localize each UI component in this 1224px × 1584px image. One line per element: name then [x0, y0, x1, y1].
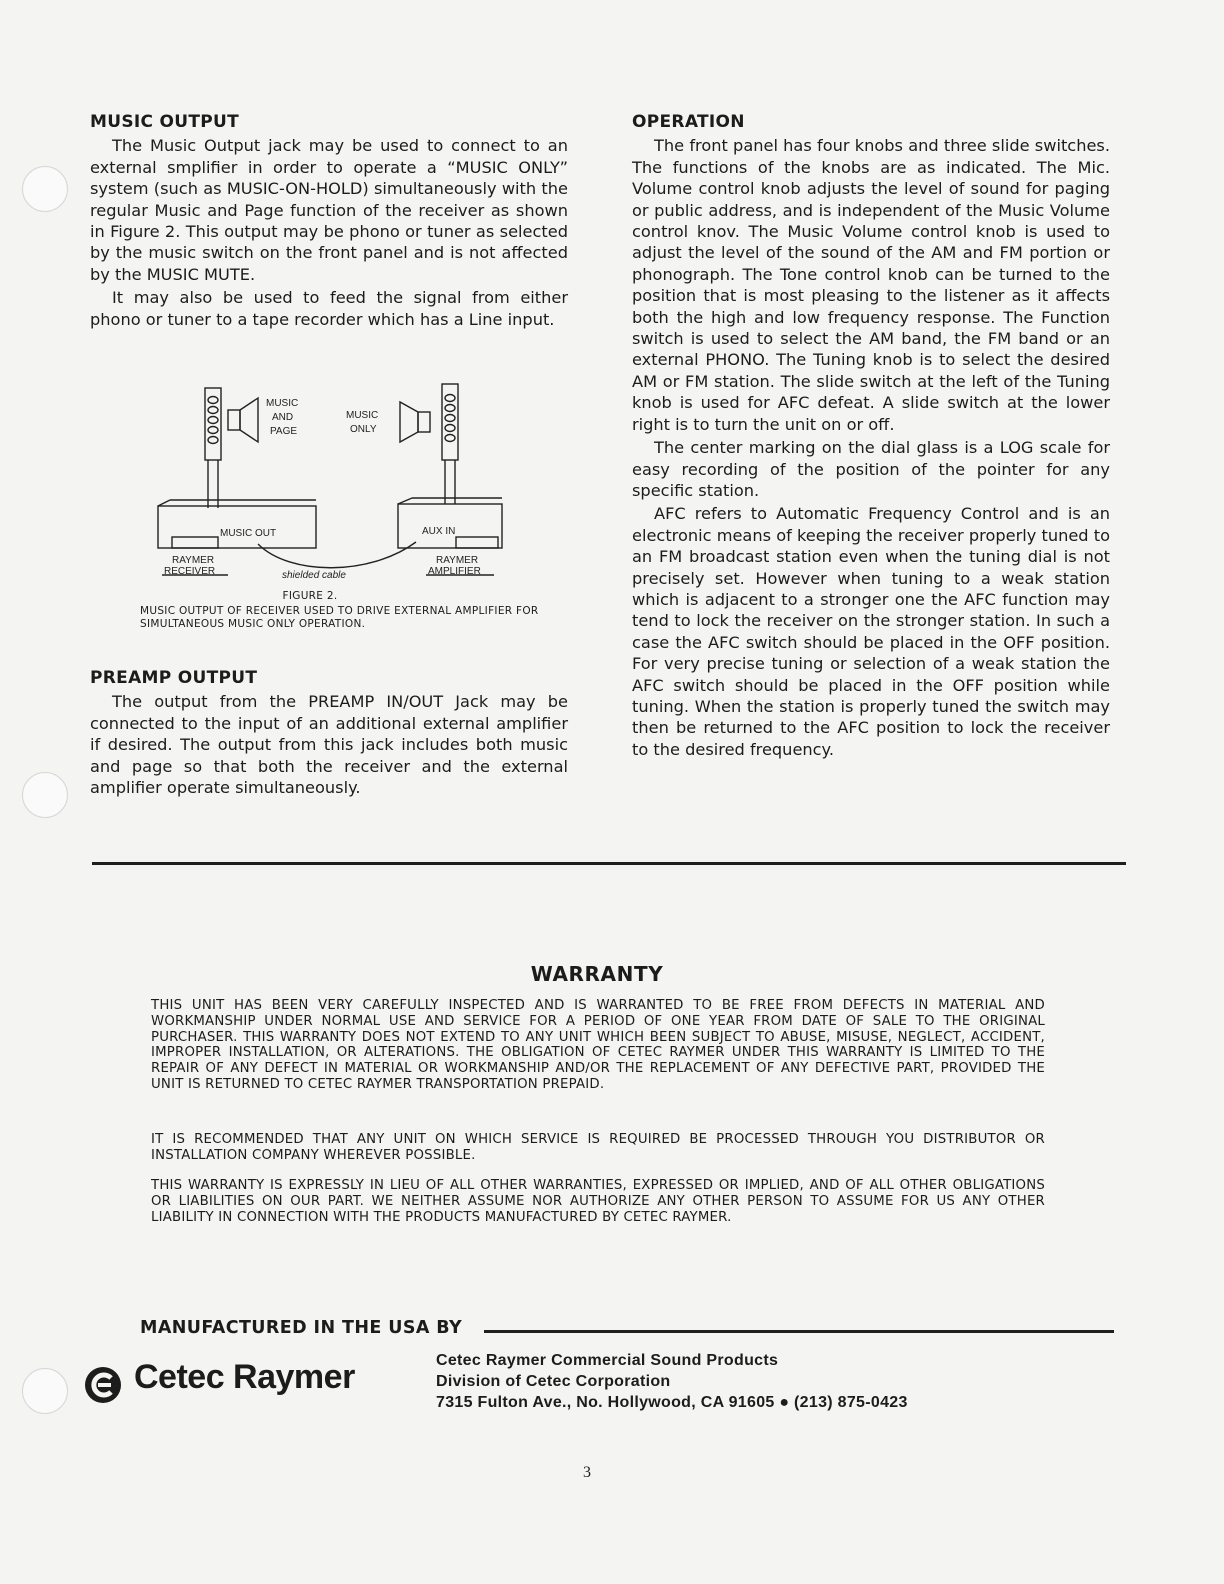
amplifier-label-1: RAYMER — [436, 555, 479, 566]
music-output-paragraph-1: The Music Output jack may be used to connect to an external smplifier in order to operate a “MUSIC ONLY” system (such as MUSIC-ON-HOLD) simultaneously with the regular Music and Page function of the receiver as shown in Figure 2. This output may be phono or tuner as selected by the music switch on the front panel and is not affected by the MUSIC MUTE. — [90, 136, 568, 284]
speaker-right-label-2: ONLY — [350, 424, 377, 435]
operation-section — [632, 112, 1110, 762]
warranty-paragraph-2: IT IS RECOMMENDED THAT ANY UNIT ON WHICH SERVICE IS REQUIRED BE PROCESSED THROUGH YOU DISTRIBUTOR OR INSTALLATION COMPANY WHEREVER POSSIBLE. — [151, 1132, 1045, 1163]
address-line-1: Cetec Raymer Commercial Sound Products — [436, 1352, 779, 1369]
figure-number: FIGURE 2. — [282, 590, 338, 602]
preamp-output-heading: PREAMP OUTPUT — [90, 668, 258, 688]
warranty-title: WARRANTY — [530, 962, 664, 986]
coil-right-icon — [445, 395, 455, 442]
receiver-unit — [158, 500, 316, 548]
amplifier-unit — [398, 498, 502, 548]
operation-paragraph-2: The center marking on the dial glass is a LOG scale for easy recording of the position of the pointer for any specific station. — [632, 438, 1110, 500]
punch-hole — [22, 1368, 68, 1414]
music-output-paragraph-2: It may also be used to feed the signal from either phono or tuner to a tape recorder which has a Line input. — [90, 288, 568, 329]
preamp-output-section — [90, 668, 568, 800]
speaker-left-icon — [228, 398, 258, 442]
music-output-section — [90, 112, 568, 332]
speaker-right-label-1: MUSIC — [346, 410, 379, 421]
punch-hole — [22, 166, 68, 212]
address-line-2: Division of Cetec Corporation — [436, 1373, 671, 1390]
logo-text: Cetec Raymer — [134, 1358, 355, 1396]
punch-hole — [22, 772, 68, 818]
manufactured-row — [140, 1318, 1114, 1342]
speaker-left-label-2: AND — [272, 412, 294, 423]
jack-aux-in-label: AUX IN — [422, 526, 456, 537]
coil-left-icon — [208, 397, 218, 444]
speaker-right-icon — [400, 402, 430, 442]
section-divider — [92, 862, 1126, 865]
amplifier-label-2: AMPLIFIER — [428, 566, 481, 577]
operation-paragraph-1: The front panel has four knobs and three slide switches. The functions of the knobs are as indicated. The Mic. Volume control knob adjusts the level of sound for paging or public address, and is independent of the Music Volume control knov. The Music Volume control knob is used to adjust the level of the sound of the AM and FM portion or phonograph. The Tone control knob can be turned to the position that is most pleasing to the listener as it affects both the high and low frequency response. The Function switch is used to select the AM band, the FM band or an external PHONO. The Tuning knob is to select the desired AM or FM station. The slide switch at the left of the Tuning knob is used for AFC defeat. A slide switch at the lower right is to turn the unit on or off. — [632, 136, 1110, 434]
receiver-label-1: RAYMER — [172, 555, 215, 566]
page-number: 3 — [583, 1464, 591, 1481]
speaker-left-label-3: PAGE — [270, 426, 298, 437]
operation-paragraph-3: AFC refers to Automatic Frequency Control and is an electronic means of keeping the receiver properly tuned to an FM broadcast station even when the tuning dial is not precisely set. However when tuning to a weak station which is adjacent to a stronger one the AFC function may tend to lock the receiver on the stronger station. In such a case the AFC switch should be placed in the OFF position. For very precise tuning or selection of a weak station the AFC switch should be placed in the OFF position while tuning. When the station is properly tuned the switch may then be returned to the AFC position to lock the receiver to the desired frequency. — [632, 504, 1110, 759]
receiver-label-2: RECEIVER — [164, 566, 216, 577]
shielded-cable — [258, 542, 416, 568]
preamp-output-paragraph: The output from the PREAMP IN/OUT Jack may be connected to the input of an additional external amplifier if desired. The output from this jack includes both music and page so that both the receiver and the external amplifier operate simultaneously. — [90, 692, 568, 798]
figure-caption: MUSIC OUTPUT OF RECEIVER USED TO DRIVE EXTERNAL AMPLIFIER FOR SIMULTANEOUS MUSIC ONLY OPERATION. — [140, 605, 539, 630]
cetec-logo-icon — [84, 1366, 122, 1404]
figure-2-caption-block — [140, 590, 560, 631]
speaker-left-label-1: MUSIC — [266, 398, 299, 409]
cable-label: shielded cable — [282, 570, 346, 581]
warranty-paragraph-3: THIS WARRANTY IS EXPRESSLY IN LIEU OF ALL OTHER WARRANTIES, EXPRESSED OR IMPLIED, AND OF ALL OTHER OBLIGATIONS OR LIABILITIES ON OUR PART. WE NEITHER ASSUME NOR AUTHORIZE ANY OTHER PERSON TO ASSUME FOR US ANY OTHER LIABILITY IN CONNECTION WITH THE PRODUCTS MANUFACTURED BY CETEC RAYMER. — [151, 1178, 1045, 1225]
company-address — [436, 1350, 908, 1413]
operation-heading: OPERATION — [632, 112, 745, 132]
address-line-3: 7315 Fulton Ave., No. Hollywood, CA 91605 ● (213) 875-0423 — [436, 1394, 908, 1411]
music-output-heading: MUSIC OUTPUT — [90, 112, 239, 132]
manufactured-label: MANUFACTURED IN THE USA BY — [140, 1318, 463, 1338]
jack-music-out-label: MUSIC OUT — [220, 528, 277, 539]
manufactured-rule — [484, 1330, 1114, 1333]
warranty-paragraph-1: THIS UNIT HAS BEEN VERY CAREFULLY INSPECTED AND IS WARRANTED TO BE FREE FROM DEFECTS IN MATERIAL AND WORKMANSHIP UNDER NORMAL USE AND SERVICE FOR A PERIOD OF ONE YEAR FROM DATE OF SALE TO THE ORIGINAL PURCHASER. THIS WARRANTY DOES NOT EXTEND TO ANY UNIT WHICH BEEN SUBJECT TO ABUSE, MISUSE, NEGLECT, ACCIDENT, IMPROPER INSTALLATION, OR ALTERATIONS. THE OBLIGATION OF CETEC RAYMER UNDER THIS WARRANTY IS LIMITED TO THE REPAIR OF ANY DEFECT IN MATERIAL OR WORKMANSHIP AND/OR THE REPLACEMENT OF ANY DEFECTIVE PART, PROVIDED THE UNIT IS RETURNED TO CETEC RAYMER TRANSPORTATION PREPAID. — [151, 998, 1045, 1092]
